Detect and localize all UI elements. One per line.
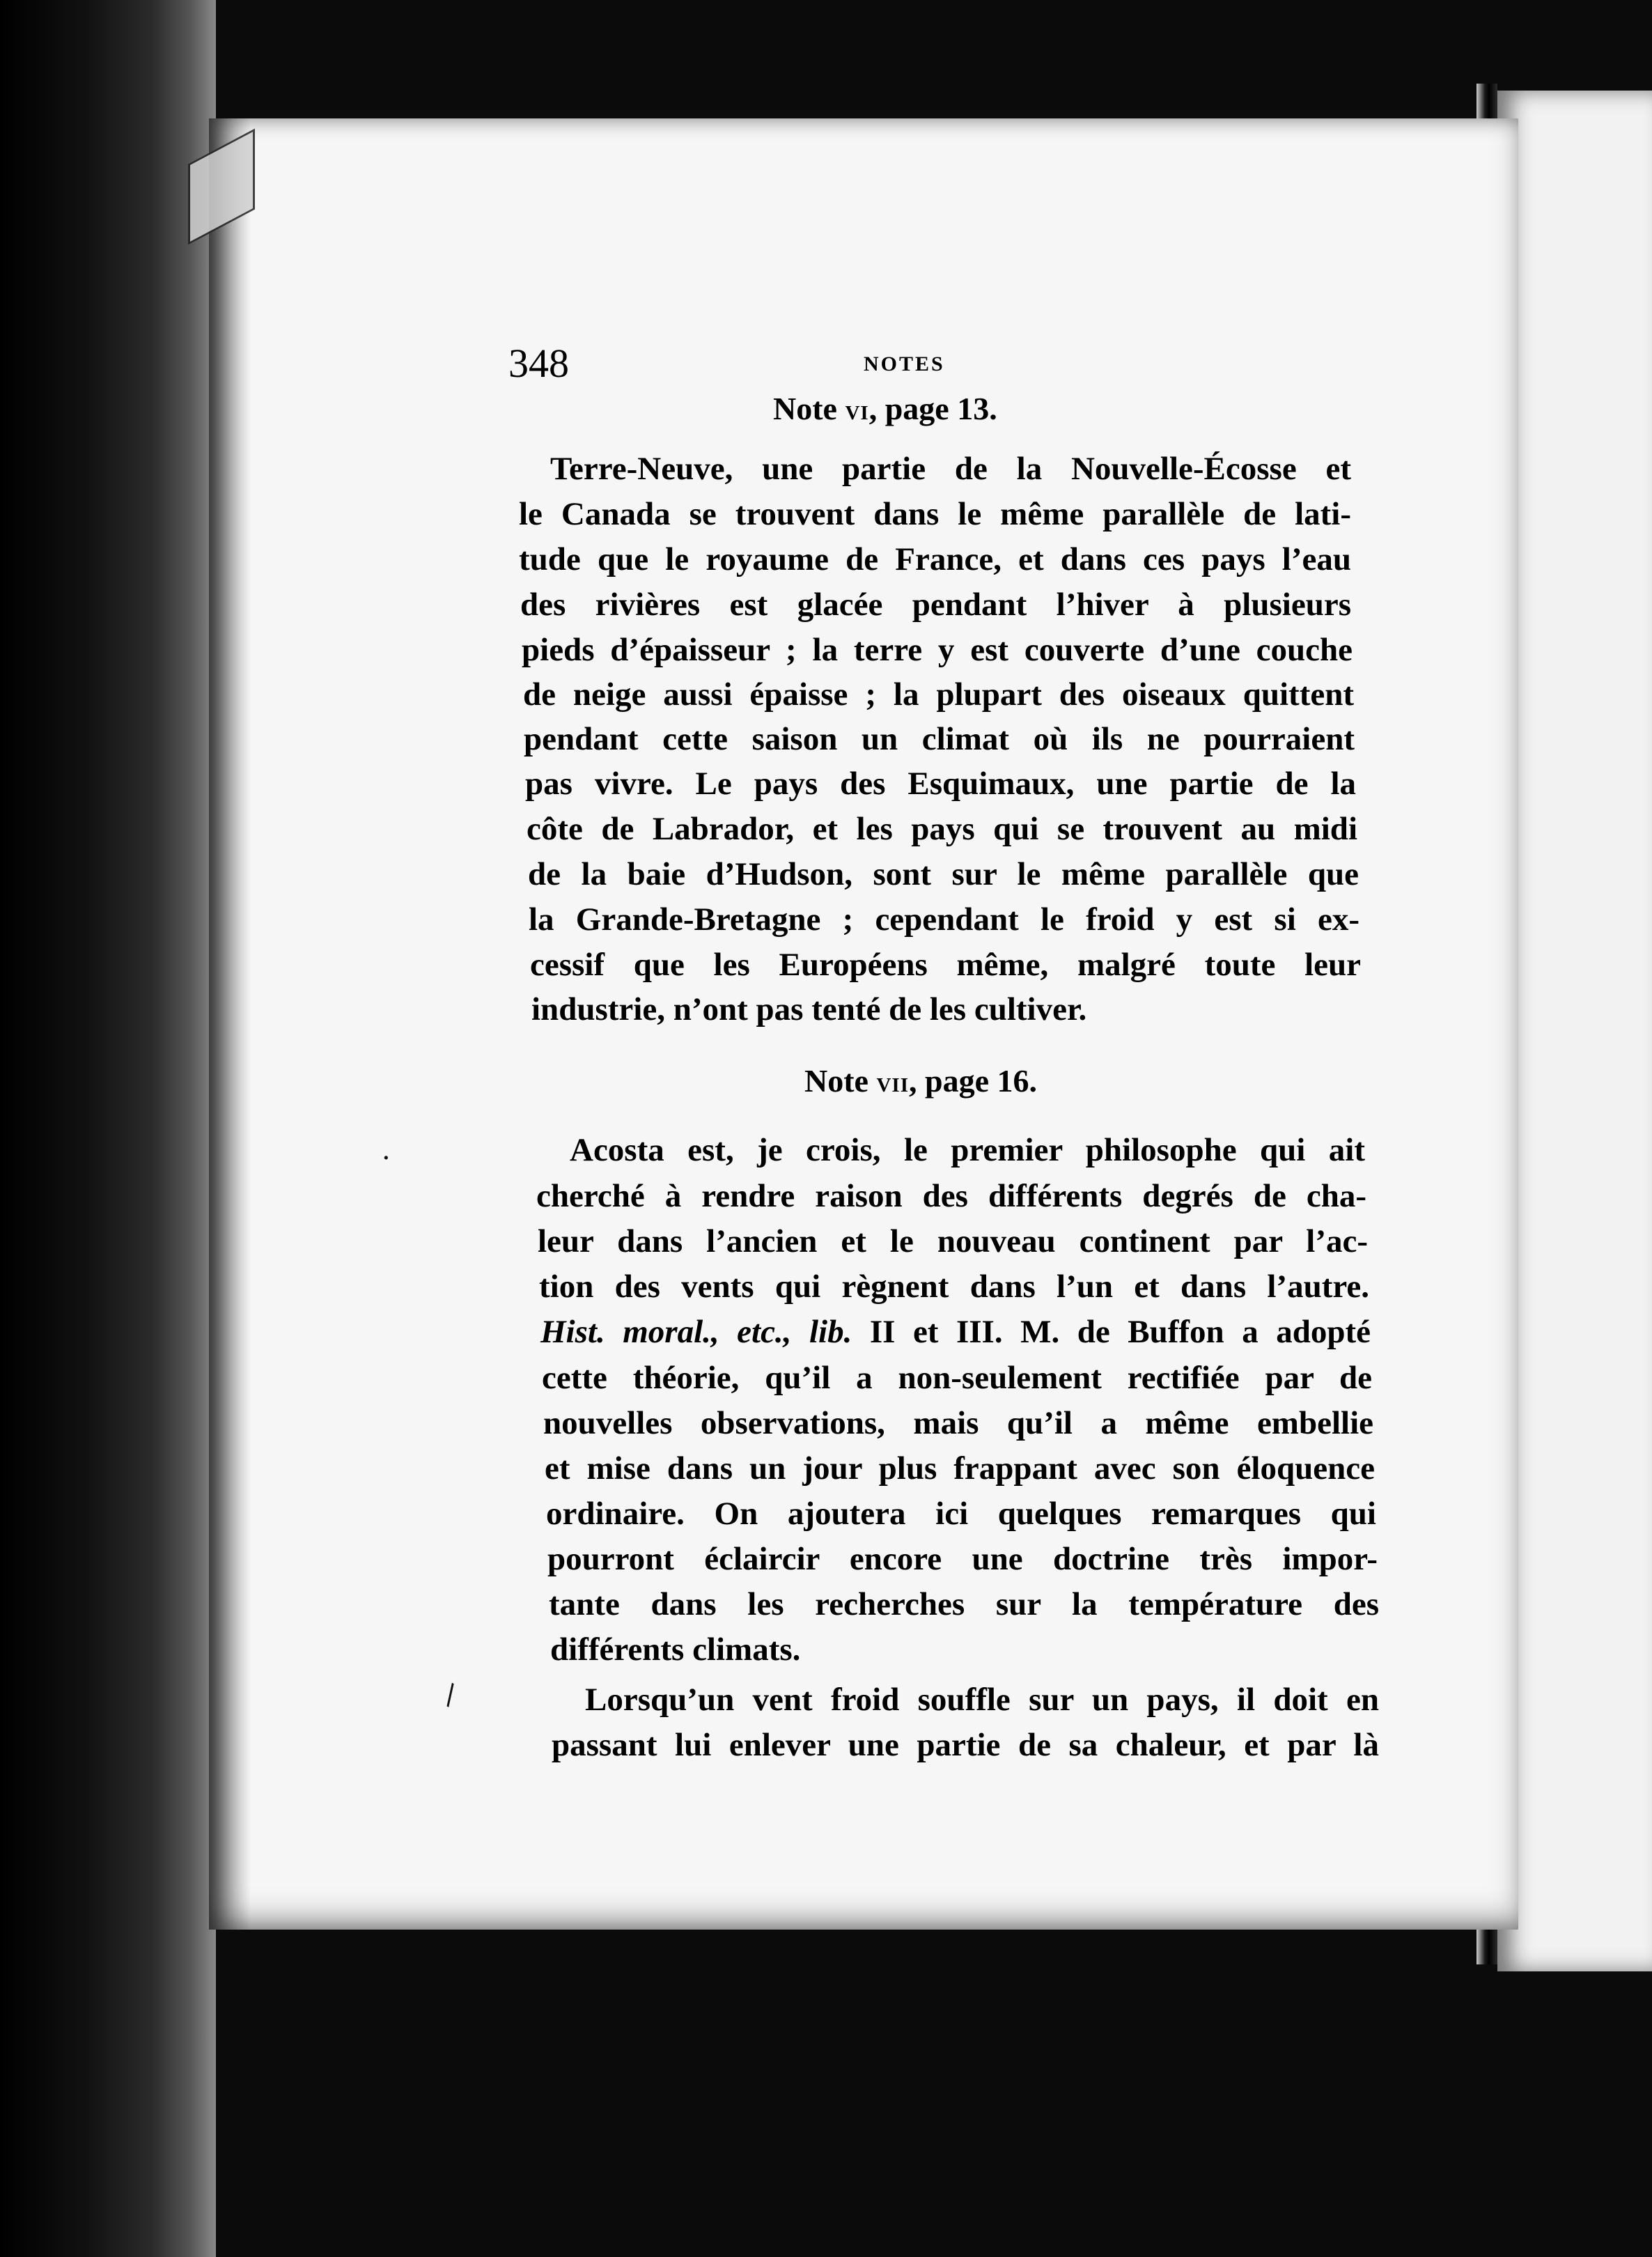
text-line: Lorsqu’un vent froid souffle sur un pays, il doit en bbox=[585, 1682, 1379, 1718]
text-line-citation bbox=[540, 1313, 1371, 1351]
text-line: Acosta est, je crois, le premier philosophe qui ait bbox=[570, 1132, 1365, 1168]
text-line: pendant cette saison un climat où ils ne pourraient bbox=[524, 721, 1355, 757]
text-line: le Canada se trouvent dans le même parallèle de lati- bbox=[519, 496, 1351, 532]
text-line: la Grande-Bretagne ; cependant le froid y est si ex- bbox=[529, 901, 1359, 938]
text-line: passant lui enlever une partie de sa chaleur, et par là bbox=[552, 1727, 1379, 1763]
note-number: vi bbox=[845, 394, 869, 426]
book-binding-edge bbox=[0, 0, 216, 2257]
page-header bbox=[508, 340, 954, 389]
text-line: des rivières est glacée pendant l’hiver à plusieurs bbox=[520, 587, 1351, 623]
text-line: nouvelles observations, mais qu’il a même embellie bbox=[543, 1405, 1373, 1441]
page-shadow bbox=[209, 118, 251, 1930]
note-page-ref: , page 13. bbox=[868, 391, 997, 426]
running-head: NOTES bbox=[864, 352, 945, 375]
margin-speck: · bbox=[382, 1142, 391, 1174]
note-number: vii bbox=[876, 1066, 909, 1098]
text-line: et mise dans un jour plus frappant avec son éloquence bbox=[545, 1450, 1375, 1487]
text-line: cette théorie, qu’il a non-seulement rectifiée par de bbox=[542, 1360, 1372, 1396]
text-line: Terre-Neuve, une partie de la Nouvelle-Écosse et bbox=[550, 451, 1351, 487]
text-line: pas vivre. Le pays des Esquimaux, une partie de la bbox=[525, 766, 1356, 802]
text-line: industrie, n’ont pas tenté de les cultiver. bbox=[531, 991, 1087, 1027]
facing-page-edge bbox=[1497, 91, 1652, 1971]
note-label: Note bbox=[804, 1063, 868, 1099]
text-line: cherché à rendre raison des différents degrés de cha- bbox=[536, 1178, 1366, 1214]
note-label: Note bbox=[773, 391, 837, 426]
text-line: pieds d’épaisseur ; la terre y est couverte d’une couche bbox=[522, 632, 1353, 668]
text-line: ordinaire. On ajoutera ici quelques remarques qui bbox=[546, 1496, 1376, 1532]
text-line: tude que le royaume de France, et dans ces pays l’eau bbox=[519, 541, 1351, 577]
note-page-ref: , page 16. bbox=[908, 1063, 1037, 1099]
text-line: tion des vents qui règnent dans l’un et dans l’autre. bbox=[539, 1269, 1369, 1305]
note-7-heading bbox=[804, 1062, 1037, 1099]
page-number: 348 bbox=[508, 341, 569, 386]
text-line: de neige aussi épaisse ; la plupart des oiseaux quittent bbox=[523, 676, 1354, 713]
note-6-heading bbox=[773, 390, 997, 427]
text-line: différents climats. bbox=[550, 1631, 801, 1668]
text-line: cessif que les Européens même, malgré toute leur bbox=[530, 947, 1361, 983]
margin-speck: \ bbox=[438, 1678, 463, 1712]
text-line: côte de Labrador, et les pays qui se trouvent au midi bbox=[527, 811, 1357, 847]
citation-italic: Hist. moral., etc., lib. bbox=[540, 1314, 852, 1350]
text-line: tante dans les recherches sur la température des bbox=[549, 1586, 1379, 1622]
citation-text: II et III. M. de Buffon a adopté bbox=[869, 1314, 1371, 1350]
text-line: leur dans l’ancien et le nouveau continent par l’ac- bbox=[538, 1223, 1368, 1259]
text-line: pourront éclaircir encore une doctrine très impor- bbox=[547, 1541, 1378, 1577]
text-line: de la baie d’Hudson, sont sur le même parallèle que bbox=[528, 856, 1359, 892]
